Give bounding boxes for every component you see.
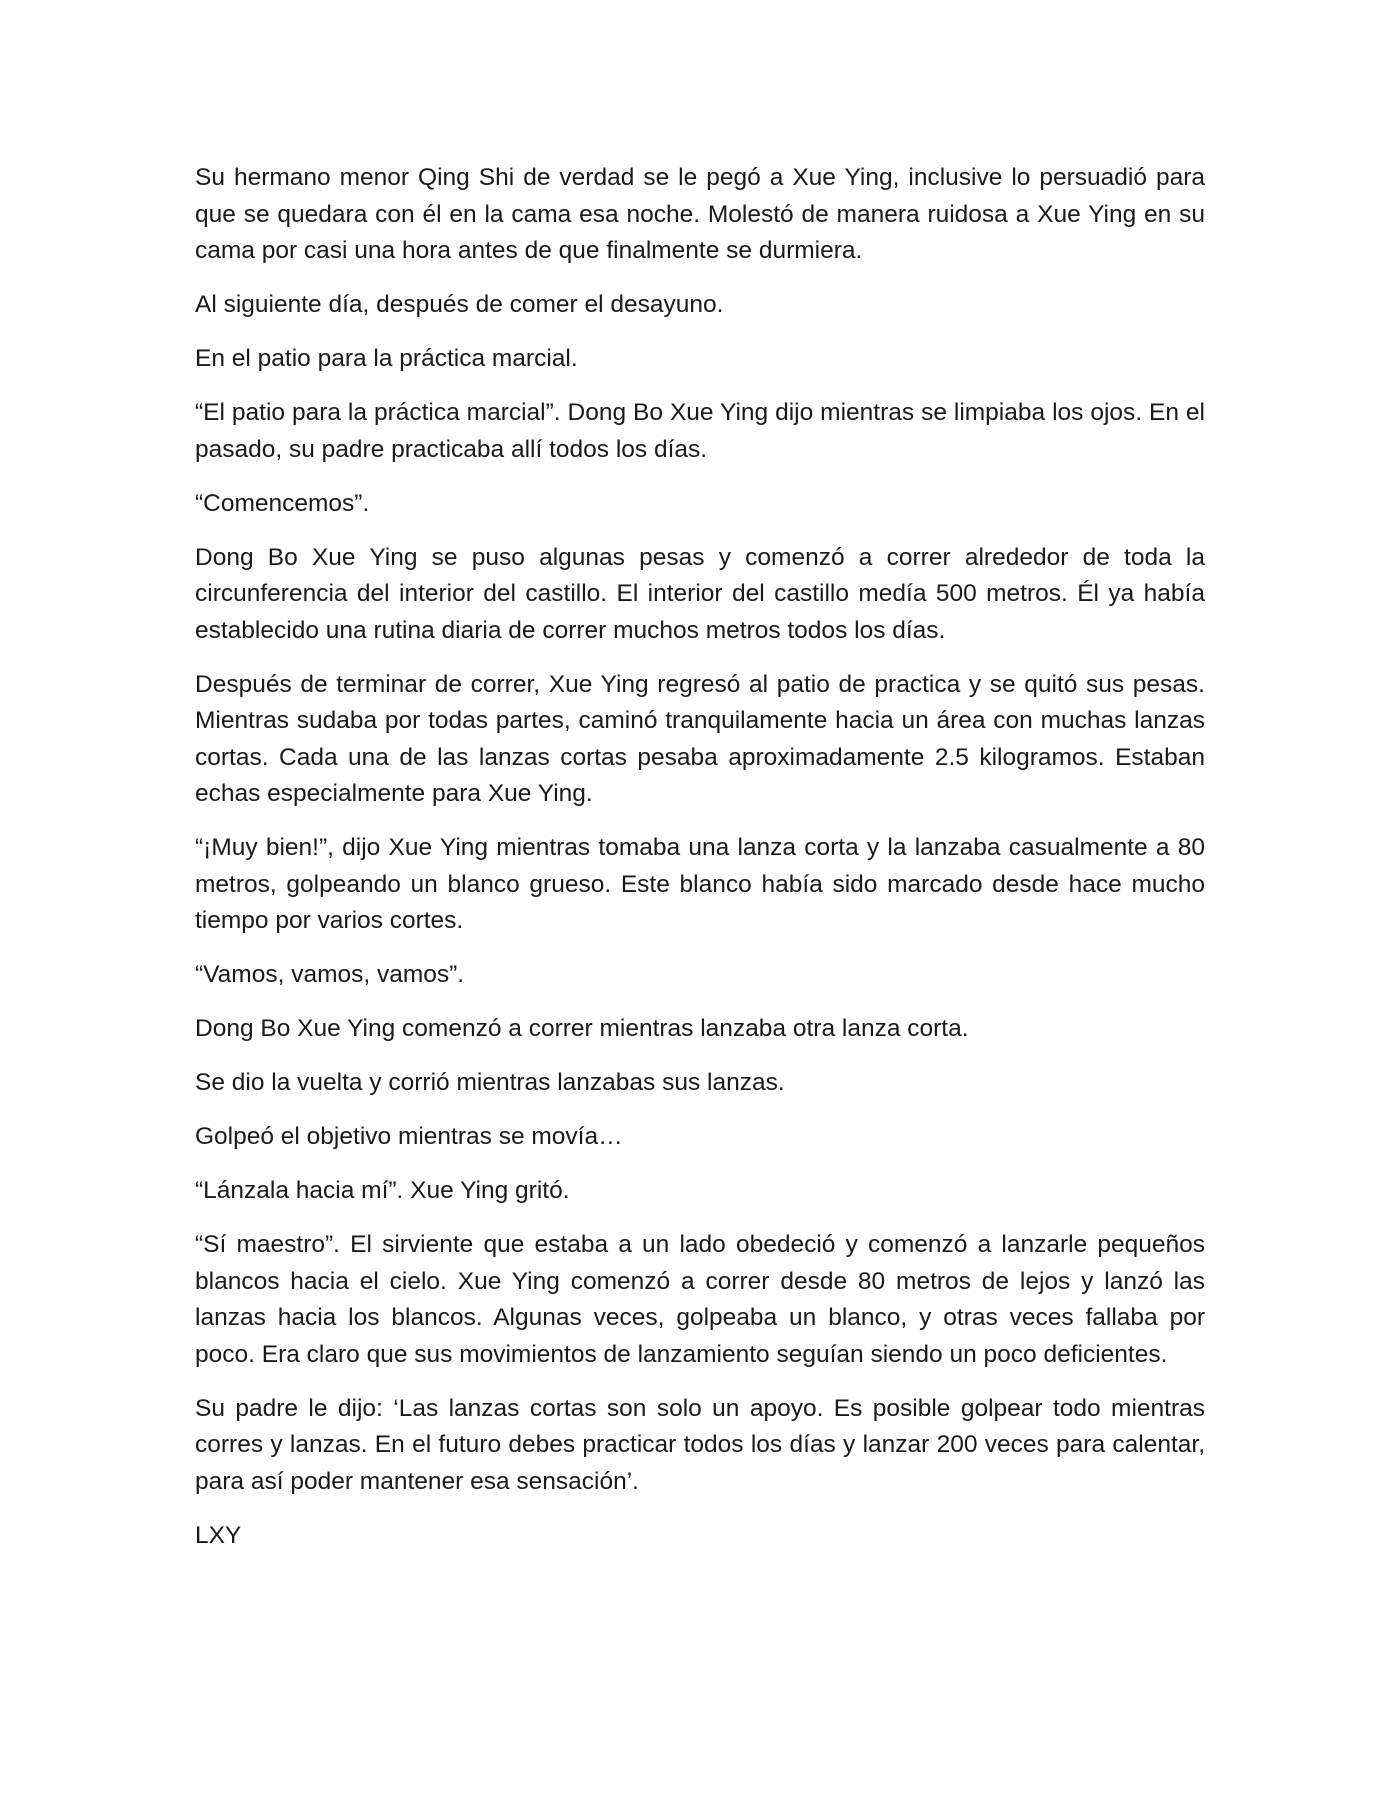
- paragraph: Su hermano menor Qing Shi de verdad se le pegó a Xue Ying, inclusive lo persuadió para que se quedara con él en la cama esa noche. Molestó de manera ruidosa a Xue Ying en su cama por casi una hora antes de que finalmente se durmiera.: [195, 164, 1205, 264]
- paragraph: Dong Bo Xue Ying comenzó a correr mientras lanzaba otra lanza corta.: [195, 1015, 969, 1042]
- paragraph: Se dio la vuelta y corrió mientras lanzabas sus lanzas.: [195, 1069, 785, 1096]
- paragraph: “Lánzala hacia mí”. Xue Ying gritó.: [195, 1177, 570, 1204]
- paragraph: “Sí maestro”. El sirviente que estaba a un lado obedeció y comenzó a lanzarle pequeños blancos hacia el cielo. Xue Ying comenzó a correr desde 80 metros de lejos y lanzó las lanzas hacia los blancos. Algunas veces, golpeaba un blanco, y otras veces fallaba por poco. Era claro que sus movimientos de lanzamiento seguían siendo un poco deficientes.: [195, 1231, 1205, 1368]
- paragraph: “Vamos, vamos, vamos”.: [195, 961, 465, 988]
- paragraph: En el patio para la práctica marcial.: [195, 345, 578, 372]
- signature-text: LXY: [195, 1521, 242, 1549]
- paragraph: Después de terminar de correr, Xue Ying regresó al patio de practica y se quitó sus pesas. Mientras sudaba por todas partes, caminó tranquilamente hacia un área con muchas lanzas cortas. Cada una de las lanzas cortas pesaba aproximadamente 2.5 kilogramos. Estaban echas especialmente para Xue Ying.: [195, 670, 1205, 807]
- paragraph: Dong Bo Xue Ying se puso algunas pesas y comenzó a correr alrededor de toda la circunferencia del interior del castillo. El interior del castillo medía 500 metros. Él ya había establecido una rutina diaria de correr muchos metros todos los días.: [195, 543, 1205, 644]
- document-body: [195, 160, 1205, 1572]
- paragraph: “Comencemos”.: [195, 489, 370, 517]
- paragraph: “El patio para la práctica marcial”. Dong Bo Xue Ying dijo mientras se limpiaba los ojos. En el pasado, su padre practicaba allí todos los días.: [195, 399, 1205, 463]
- paragraph: “¡Muy bien!”, dijo Xue Ying mientras tomaba una lanza corta y la lanzaba casualmente a 80 metros, golpeando un blanco grueso. Este blanco había sido marcado desde hace mucho tiempo por varios cortes.: [195, 834, 1205, 934]
- paragraph: Su padre le dijo: ‘Las lanzas cortas son solo un apoyo. Es posible golpear todo mientras corres y lanzas. En el futuro debes practicar todos los días y lanzar 200 veces para calentar, para así poder mantener esa sensación’.: [195, 1394, 1205, 1495]
- paragraph: Al siguiente día, después de comer el desayuno.: [195, 291, 724, 318]
- paragraph: Golpeó el objetivo mientras se movía…: [195, 1123, 623, 1150]
